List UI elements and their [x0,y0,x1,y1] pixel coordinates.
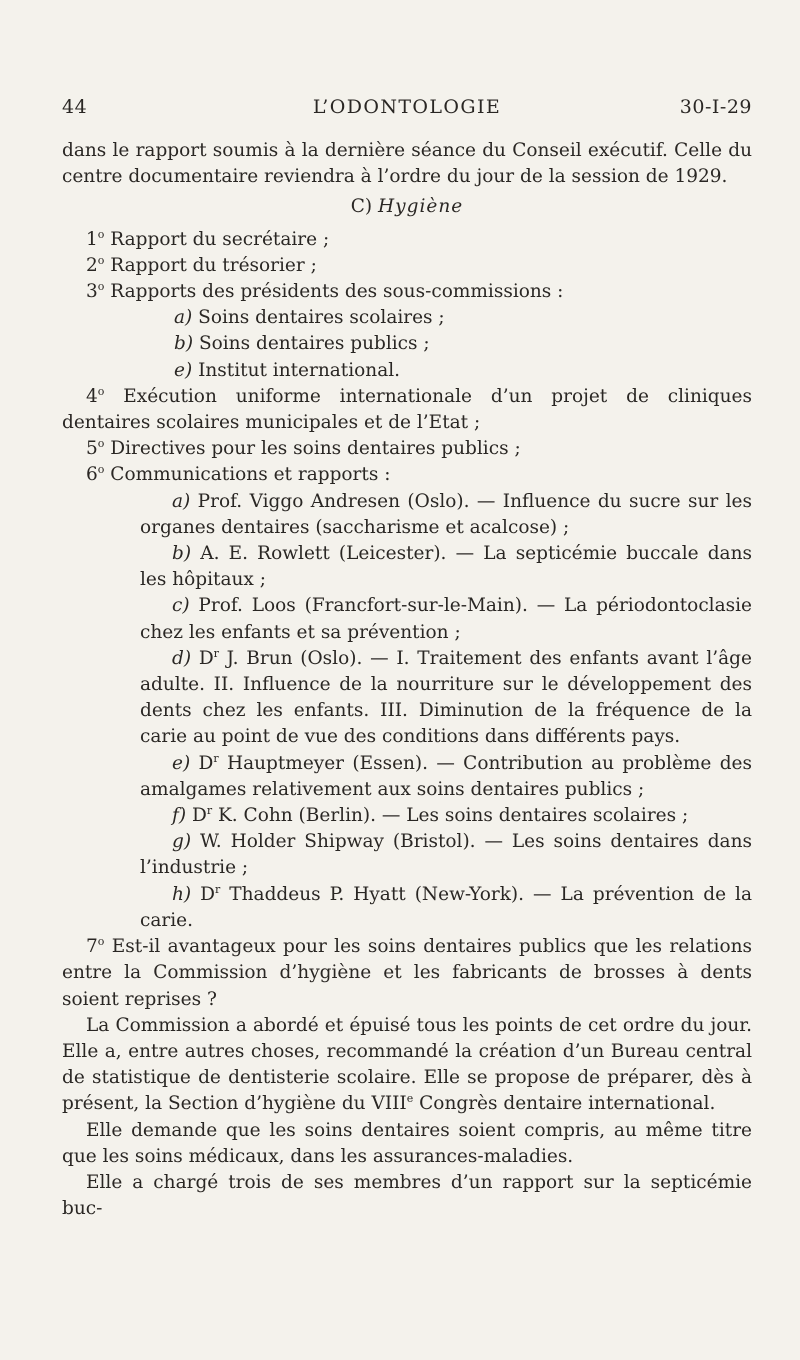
body-paragraph-1: La Commission a abordé et épuisé tous les points de cet ordre du jour. Elle a, entre autres choses, recommandé la création d’un Bureau central de statistique de dentisterie scolaire. Elle se propose de préparer, dès à présent, la Section d’hygiène du VIIIe Congrès dentaire international. [62,1014,752,1115]
communication-h: h) $D^r$ Thaddeus P. Hyatt (New-York). — La prévention de la carie. [140,882,752,931]
agenda-item-5: 5$^o$ Directives pour les soins dentaires publics ; [86,437,521,460]
communication-c: c) Prof. Loos (Francfort-sur-le-Main). — La périodontoclasie chez les enfants et sa prévention ; [140,595,752,643]
communication-a: a) Prof. Viggo Andresen (Oslo). — Influence du sucre sur les organes dentaires (saccharisme et acalcose) ; [140,490,752,538]
communication-f: f) $D^r$ K. Cohn (Berlin). — Les soins dentaires scolaires ; [172,803,689,827]
body-paragraph-3: Elle a chargé trois de ses membres d’un rapport sur la septicémie buc- [62,1171,752,1220]
agenda-subitem-3e: e) Institut international. [174,359,401,381]
communication-e: e) $D^r$ Hauptmeyer (Essen). — Contribution au problème des amalgames relativement aux soins dentaires publics ; [140,751,752,800]
agenda-item-1: 1$^o$ Rapport du secrétaire ; [86,227,330,250]
agenda-item-6: 6$^o$ Communications et rapports : [86,463,391,486]
issue-date: 30-I-29 [679,96,752,118]
agenda-item-4: 4$^o$ Exécution uniforme internationale d’un projet de cliniques dentaires scolaires municipales et de l’Etat ; [62,384,752,434]
communication-b: b) A. E. Rowlett (Leicester). — La septicémie buccale dans les hôpitaux ; [140,543,752,591]
communication-g: g) W. Holder Shipway (Bristol). — Les soins dentaires dans l’industrie ; [140,831,752,879]
intro-paragraph: dans le rapport soumis à la dernière séance du Conseil exécutif. Celle du centre documentaire reviendra à l’ordre du jour de la session de 1929. [62,140,752,188]
agenda-item-3: 3$^o$ Rapports des présidents des sous-commissions : [86,279,564,303]
agenda-item-7: 7$^o$ Est-il avantageux pour les soins dentaires publics que les relations entre la Commission d’hygiène et les fabricants de brosses à dents soient reprises ? [62,934,752,1010]
page-body [62,138,752,1222]
section-title: Hygiène [378,196,464,218]
agenda-subitem-3b: b) Soins dentaires publics ; [174,333,430,355]
agenda-subitem-3a: a) Soins dentaires scolaires ; [174,307,445,329]
section-heading [62,194,752,220]
journal-title: L’ODONTOLOGIE [312,96,502,118]
running-header [62,96,752,122]
body-paragraph-2: Elle demande que les soins dentaires soient compris, au même titre que les soins médicaux, dans les assurances-maladies. [62,1119,752,1167]
page-number: 44 [62,96,88,118]
section-letter: C) [350,196,373,218]
communication-d: d) $D^r$ J. Brun (Oslo). — I. Traitement des enfants avant l’âge adulte. II. Influence de la nourriture sur le développement des dents chez les enfants. III. Diminution de la fréquence de la carie au point de vue des conditions dans différents pays. [140,646,752,748]
agenda-item-2: 2$^o$ Rapport du trésorier ; [86,253,317,276]
